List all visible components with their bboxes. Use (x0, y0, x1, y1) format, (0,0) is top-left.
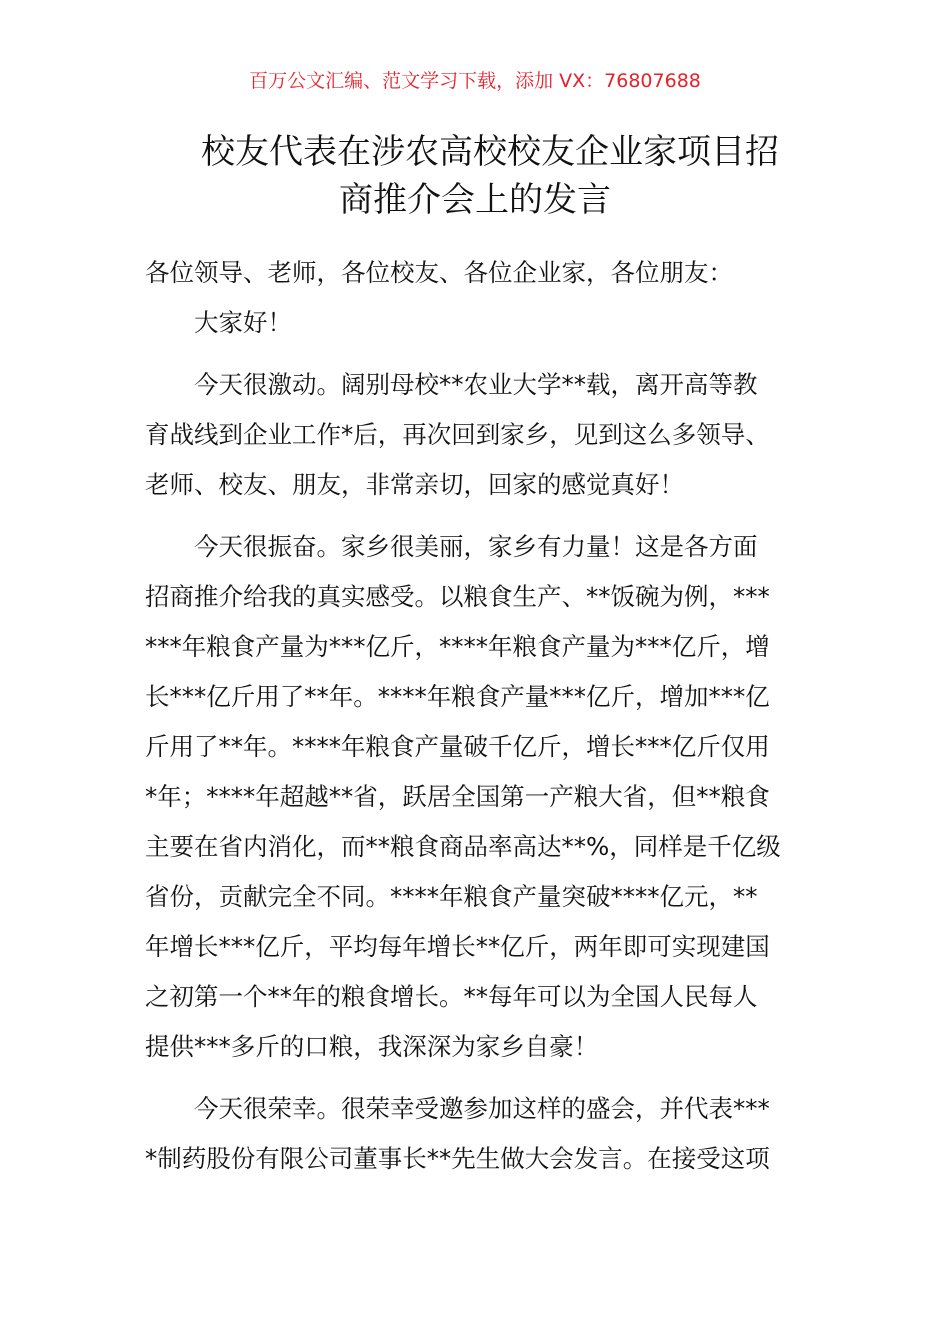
paragraph-line: ***年粮食产量为***亿斤，****年粮食产量为***亿斤，增 (145, 632, 770, 661)
paragraph-line: 招商推介给我的真实感受。以粮食生产、**饭碗为例，*** (145, 582, 770, 611)
paragraph-line: 今天很荣幸。很荣幸受邀参加这样的盛会，并代表*** (194, 1094, 770, 1123)
paragraph-line: 今天很激动。阔别母校**农业大学**载，离开高等教 (194, 370, 758, 399)
title-line-1: 校友代表在涉农高校校友企业家项目招 (201, 132, 779, 172)
paragraph-3 (145, 1084, 810, 1184)
paragraph-line: 老师、校友、朋友，非常亲切，回家的感觉真好！ (145, 470, 684, 499)
header-banner: 百万公文汇编、范文学习下载，添加 VX：76807688 (249, 70, 701, 92)
paragraph-line: 主要在省内消化，而**粮食商品率高达**%，同样是千亿级 (145, 832, 781, 861)
paragraph-line: *年；****年超越**省，跃居全国第一产粮大省，但**粮食 (145, 782, 770, 811)
paragraph-line: 今天很振奋。家乡很美丽，家乡有力量！这是各方面 (194, 532, 758, 561)
paragraph-1 (145, 360, 810, 510)
paragraph-line: 年增长***亿斤，平均每年增长**亿斤，两年即可实现建国 (145, 932, 770, 961)
document-title (0, 128, 950, 224)
paragraph-line: 育战线到企业工作*后，再次回到家乡，见到这么多领导、 (145, 420, 770, 449)
greeting: 大家好！ (194, 308, 292, 337)
paragraph-line: 斤用了**年。****年粮食产量破千亿斤，增长***亿斤仅用 (145, 732, 770, 761)
document-body (145, 248, 810, 1184)
paragraph-line: 省份，贡献完全不同。****年粮食产量突破****亿元，** (145, 882, 758, 911)
paragraph-2 (145, 522, 810, 1072)
title-line-2: 商推介会上的发言 (339, 180, 611, 220)
salutation: 各位领导、老师，各位校友、各位企业家，各位朋友： (145, 258, 733, 287)
paragraph-line: *制药股份有限公司董事长**先生做大会发言。在接受这项 (145, 1144, 770, 1173)
paragraph-line: 长***亿斤用了**年。****年粮食产量***亿斤，增加***亿 (145, 682, 770, 711)
paragraph-line: 之初第一个**年的粮食增长。**每年可以为全国人民每人 (145, 982, 758, 1011)
paragraph-line: 提供***多斤的口粮，我深深为家乡自豪！ (145, 1032, 599, 1061)
